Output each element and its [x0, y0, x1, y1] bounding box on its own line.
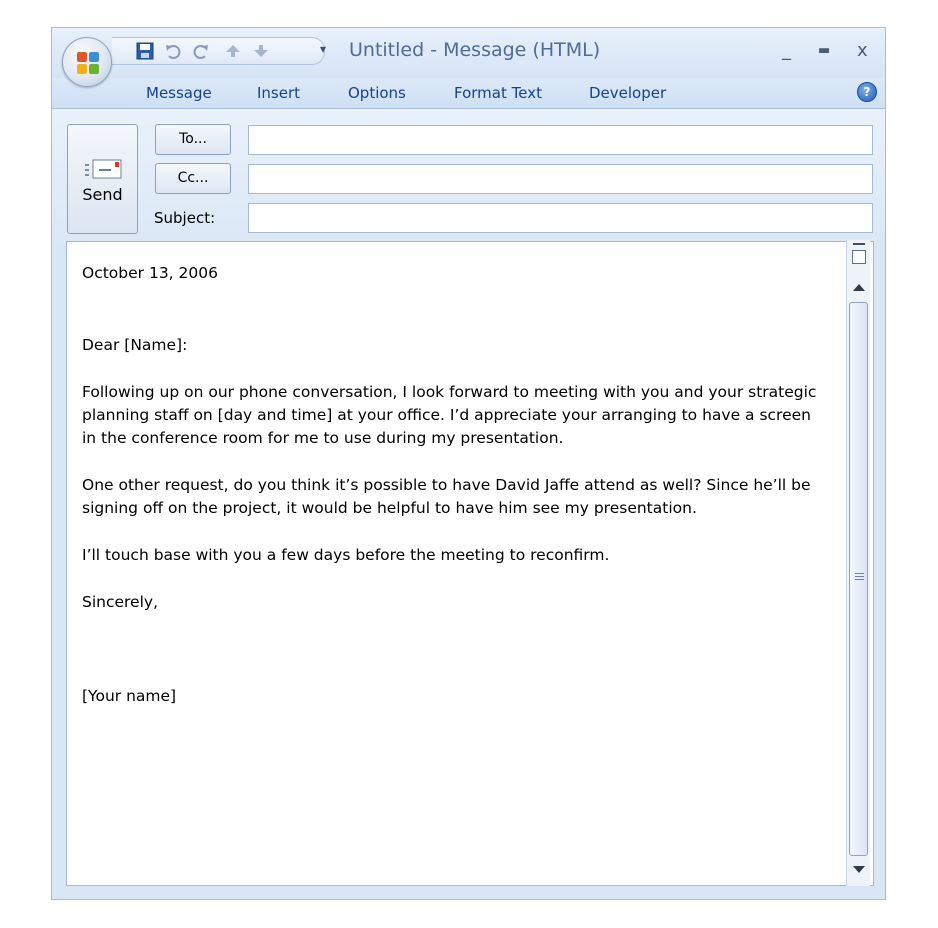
tab-developer[interactable]: Developer [589, 84, 667, 102]
send-label: Send [82, 185, 123, 204]
letter-paragraph: One other request, do you think it’s possible to have David Jaffe attend as well? Since he’ll be signing off on the project, it would be helpful to have him see my presentation. [82, 476, 811, 517]
letter-closing: Sincerely, [82, 593, 159, 611]
vertical-scrollbar[interactable] [846, 240, 870, 886]
ruler-icon[interactable] [852, 250, 866, 264]
subject-label: Subject: [154, 209, 216, 227]
grip-icon [855, 573, 864, 582]
scroll-up-arrow-icon[interactable] [853, 284, 865, 291]
title-bar[interactable] [52, 28, 885, 78]
tab-insert[interactable]: Insert [257, 84, 301, 102]
office-logo-icon [76, 51, 100, 75]
message-body[interactable] [66, 241, 874, 886]
message-window [51, 27, 886, 900]
next-item-icon[interactable] [252, 42, 270, 60]
tab-options[interactable]: Options [348, 84, 406, 102]
cc-button[interactable]: Cc... [155, 163, 231, 194]
cc-field[interactable] [248, 164, 873, 194]
send-button[interactable] [67, 124, 138, 234]
letter-date: October 13, 2006 [82, 264, 218, 282]
subject-field[interactable] [248, 203, 873, 233]
maximize-button[interactable]: ▬ [818, 43, 831, 58]
letter-paragraph: Following up on our phone conversation, I look forward to meeting with you and your strategic planning staff on [day and time] at your office. I’d appreciate your arranging to have a screen in the conference room for me to use during my presentation. [82, 383, 817, 447]
office-button[interactable] [62, 37, 112, 87]
customize-toolbar-dropdown[interactable]: ▾ [320, 42, 327, 56]
previous-item-icon[interactable] [224, 42, 242, 60]
envelope-icon [85, 158, 123, 180]
tab-message[interactable]: Message [146, 84, 212, 102]
window-title: Untitled - Message (HTML) [349, 39, 601, 61]
scroll-thumb[interactable] [849, 302, 868, 856]
letter-signature: [Your name] [82, 687, 177, 705]
save-icon[interactable] [136, 42, 154, 60]
ribbon-tabs [52, 78, 885, 109]
tab-format-text[interactable]: Format Text [454, 84, 542, 102]
close-button[interactable]: x [857, 40, 868, 61]
letter-text [82, 262, 827, 708]
letter-salutation: Dear [Name]: [82, 336, 188, 354]
scroll-down-arrow-icon[interactable] [853, 866, 865, 873]
to-button[interactable]: To... [155, 124, 231, 155]
help-icon[interactable]: ? [857, 82, 877, 102]
undo-icon[interactable] [164, 42, 182, 60]
letter-paragraph: I’ll touch base with you a few days before the meeting to reconfirm. [82, 546, 610, 564]
redo-icon[interactable] [192, 42, 210, 60]
message-header [52, 109, 885, 241]
split-handle[interactable] [853, 243, 865, 245]
to-field[interactable] [248, 125, 873, 155]
quick-access-toolbar [112, 37, 325, 65]
minimize-button[interactable]: _ [782, 40, 791, 61]
